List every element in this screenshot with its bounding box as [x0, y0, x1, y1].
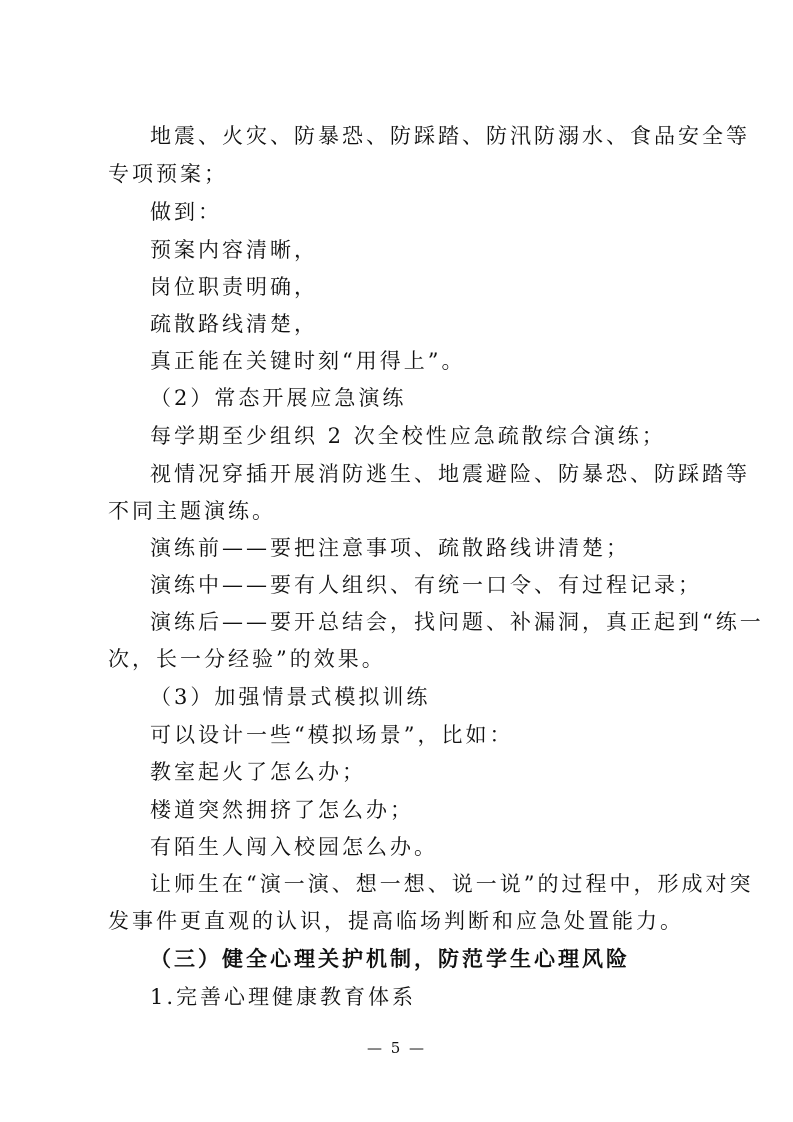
paragraph-line: 有陌生人闯入校园怎么办。 [150, 835, 438, 859]
paragraph-line: 地震、火灾、防暴恐、防踩踏、防汛防溺水、食品安全等 [150, 124, 750, 148]
paragraph-line: 次，长一分经验”的效果。 [108, 647, 386, 671]
subheading: （3）加强情景式模拟训练 [150, 685, 431, 709]
paragraph-line: 疏散路线清楚， [150, 312, 318, 336]
paragraph-line: 每学期至少组织 2 次全校性应急疏散综合演练； [150, 424, 666, 448]
paragraph-line: 演练前——要把注意事项、疏散路线讲清楚； [150, 536, 630, 560]
paragraph-line: 岗位职责明确， [150, 275, 318, 299]
paragraph-line: 演练中——要有人组织、有统一口令、有过程记录； [150, 573, 702, 597]
paragraph-line: 1.完善心理健康教育体系 [150, 985, 417, 1009]
paragraph-line: 演练后——要开总结会，找问题、补漏洞，真正起到“练一 [150, 610, 764, 634]
paragraph-line: 教室起火了怎么办； [150, 760, 366, 784]
paragraph-line: 真正能在关键时刻“用得上”。 [150, 349, 466, 373]
subheading: （2）常态开展应急演练 [150, 386, 407, 410]
section-heading: （三）健全心理关护机制，防范学生心理风险 [150, 946, 630, 971]
page-number: — 5 — [366, 1039, 427, 1057]
paragraph-line: 让师生在“演一演、想一想、说一说”的过程中，形成对突 [150, 872, 754, 896]
paragraph-line: 专项预案； [108, 162, 228, 186]
paragraph-line: 可以设计一些“模拟场景”，比如： [150, 723, 514, 747]
paragraph-line: 发事件更直观的认识，提高临场判断和应急处置能力。 [108, 909, 684, 933]
paragraph-line: 预案内容清晰， [150, 238, 318, 262]
paragraph-line: 不同主题演练。 [108, 499, 276, 523]
paragraph-line: 视情况穿插开展消防逃生、地震避险、防暴恐、防踩踏等 [150, 462, 750, 486]
paragraph-line: 楼道突然拥挤了怎么办； [150, 798, 414, 822]
paragraph-line: 做到： [150, 200, 222, 224]
